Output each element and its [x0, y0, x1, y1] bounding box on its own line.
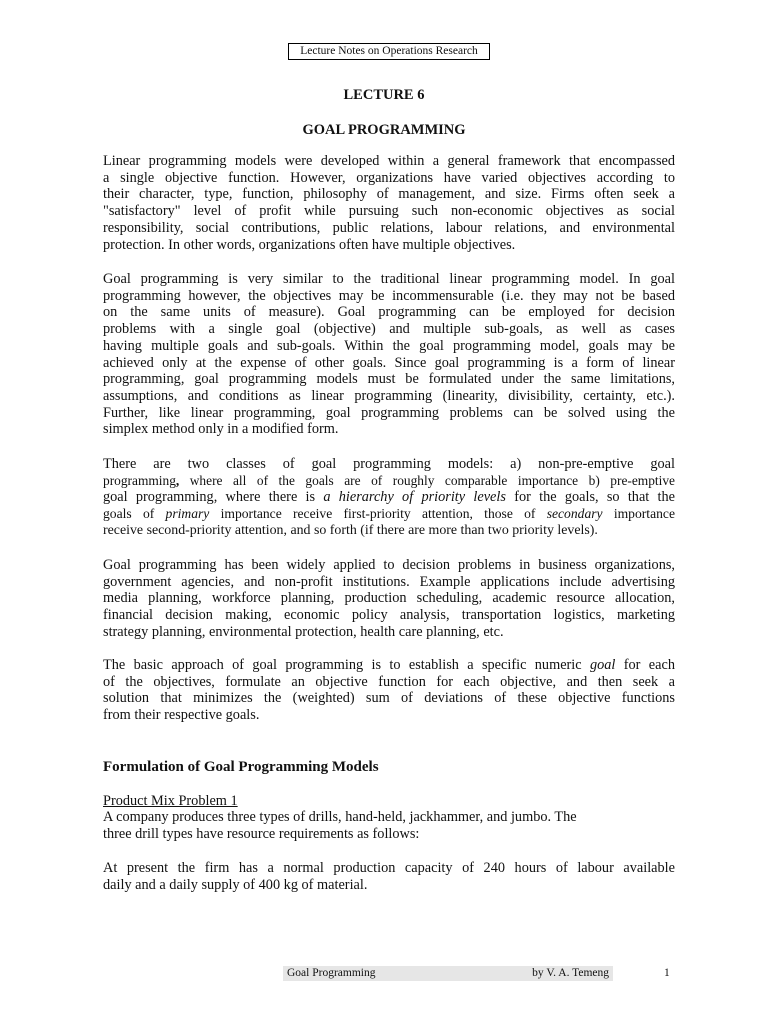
text-line: Goal programming is very similar to the traditional linear programming model. In goal	[103, 271, 675, 287]
lecture-title: GOAL PROGRAMMING	[302, 122, 466, 138]
text-line: Goal programming has been widely applied to decision problems in business organizations,	[103, 557, 675, 573]
paragraph-problem-description	[103, 809, 675, 842]
footer-title: Goal Programming	[283, 966, 467, 981]
text-line	[103, 473, 675, 490]
text-emphasis: goal	[589, 657, 616, 673]
footer-author: by V. A. Temeng	[467, 966, 613, 981]
text-line: receive second-priority attention, and so forth (if there are more than two priority levels).	[103, 522, 598, 538]
text-line: programming however, the objectives may be incommensurable (i.e. they may not be based	[103, 287, 675, 304]
text-fragment: ,	[175, 472, 180, 488]
lecture-number: LECTURE 6	[343, 87, 425, 103]
text-line: from their respective goals.	[103, 707, 260, 724]
text-line: responsibility, social contributions, public relations, labour relations, and environmental	[103, 219, 675, 236]
text-fragment: for each	[615, 657, 675, 673]
text-fragment: goals of	[103, 506, 166, 522]
paragraph-applications	[103, 557, 675, 641]
text-line: Further, like linear programming, goal programming problems can be solved using the	[103, 404, 675, 421]
text-line: solution that minimizes the (weighted) sum of deviations of these objective functions	[103, 690, 675, 707]
text-emphasis: secondary	[546, 506, 603, 522]
text-line: a single objective function. However, organizations have varied objectives according to	[103, 169, 675, 186]
text-line: their character, type, function, philosophy of management, and size. Firms often seek a	[103, 186, 675, 203]
text-fragment: importance	[602, 506, 675, 522]
page-number: 1	[664, 967, 670, 979]
text-line: three drill types have resource requirements as follows:	[103, 825, 420, 842]
text-line: media planning, workforce planning, production scheduling, academic resource allocation,	[103, 590, 675, 607]
section-heading: Formulation of Goal Programming Models	[103, 759, 379, 775]
paragraph-goal-programming	[103, 271, 675, 438]
text-line: strategy planning, environmental protection, health care planning, etc.	[103, 623, 504, 640]
text-line	[103, 506, 675, 523]
text-line: A company produces three types of drills, hand-held, jackhammer, and jumbo. The	[103, 809, 577, 825]
text-fragment: The basic approach of goal programming is to establish a specific numeric	[103, 657, 590, 673]
text-line: protection. In other words, organizations often have multiple objectives.	[103, 236, 516, 253]
text-emphasis: a hierarchy of priority levels	[323, 489, 506, 506]
text-line: on the same units of measure). Goal programming can be employed for decision	[103, 304, 675, 321]
text-line: achieved only at the expense of other goals. Since goal programming is a form of linear	[103, 354, 675, 371]
text-line: simplex method only in a modified form.	[103, 421, 339, 438]
text-fragment: for the goals, so that the	[505, 489, 675, 506]
subsection-heading: Product Mix Problem 1	[103, 793, 238, 809]
text-line: of the objectives, formulate an objective function for each objective, and then seek a	[103, 673, 675, 690]
paragraph-basic-approach	[103, 657, 675, 724]
text-line	[103, 657, 675, 674]
text-fragment: goal programming, where there is	[103, 489, 324, 506]
text-line: assumptions, and conditions as linear programming (linearity, divisibility, certainty, etc.).	[103, 387, 675, 404]
text-line: daily and a daily supply of 400 kg of material.	[103, 876, 368, 893]
text-line: problems with a single goal (objective) and multiple sub-goals, as well as cases	[103, 321, 675, 338]
paragraph-capacity	[103, 860, 675, 893]
text-line: financial decision making, economic policy analysis, transportation logistics, marketing	[103, 607, 675, 624]
text-line: There are two classes of goal programming models: a) non-pre-emptive goal	[103, 456, 675, 472]
text-line: programming, goal programming models must be formulated under the same limitations,	[103, 371, 675, 388]
paragraph-intro	[103, 153, 675, 253]
text-line	[103, 489, 675, 506]
text-line: government agencies, and non-profit institutions. Example applications include advertising	[103, 573, 675, 590]
paragraph-classes	[103, 456, 675, 540]
text-line: At present the firm has a normal production capacity of 240 hours of labour available	[103, 860, 675, 876]
text-line: having multiple goals and sub-goals. Within the goal programming model, goals may be	[103, 337, 675, 354]
text-fragment: importance receive first-priority attention, those of	[209, 506, 547, 522]
text-fragment: where all of the goals are of roughly comparable importance b) pre-emptive	[179, 472, 675, 488]
running-header: Lecture Notes on Operations Research	[288, 43, 490, 60]
text-line: "satisfactory" level of profit while pursuing such non-economic objectives as social	[103, 203, 675, 220]
text-fragment: programming	[103, 472, 176, 488]
text-line: Linear programming models were developed within a general framework that encompassed	[103, 153, 675, 169]
text-emphasis: primary	[165, 506, 210, 522]
